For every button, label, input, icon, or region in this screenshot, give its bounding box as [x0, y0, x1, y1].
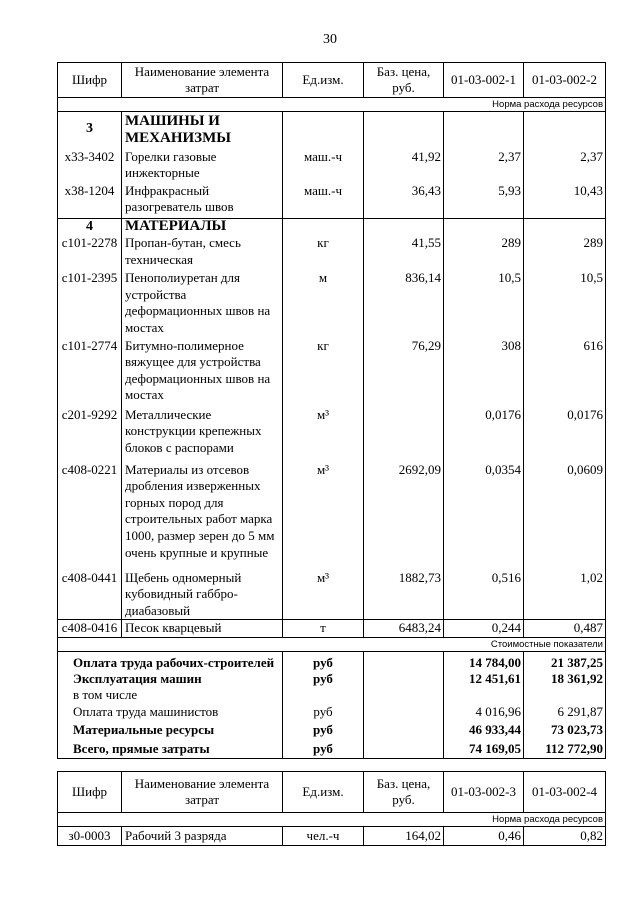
cost-unit: руб: [283, 739, 364, 758]
header-code: Шифр: [58, 63, 122, 98]
empty-cell: [444, 687, 524, 703]
base-price: 36,43: [364, 182, 444, 219]
header-norm-code-b: 01-03-002-2: [524, 63, 606, 98]
resource-table-1: [57, 62, 606, 759]
header-row: [58, 63, 606, 98]
header-norm-code-a: 01-03-002-3: [444, 772, 524, 813]
empty-cell: [364, 703, 444, 721]
resource-code: с408-0221: [58, 461, 122, 569]
cost-row: [58, 651, 606, 671]
resource-code: х38-1204: [58, 182, 122, 219]
header-name: Наименование элемента затрат: [122, 772, 283, 813]
resource-code: с201-9292: [58, 406, 122, 461]
norm-value-b: 10,43: [524, 182, 606, 219]
table-row: [58, 569, 606, 620]
resource-unit: кг: [283, 337, 364, 406]
empty-cell: [524, 219, 606, 235]
cost-row: [58, 739, 606, 758]
cost-label: Оплата труда рабочих-строителей: [58, 651, 283, 671]
resource-name: Песок кварцевый: [122, 620, 283, 638]
base-price: 2692,09: [364, 461, 444, 569]
empty-cell: [364, 651, 444, 671]
base-price: 6483,24: [364, 620, 444, 638]
resource-unit: т: [283, 620, 364, 638]
section-title: МАШИНЫ И МЕХАНИЗМЫ: [122, 112, 283, 148]
resource-code: с101-2774: [58, 337, 122, 406]
section-number: 3: [58, 112, 122, 148]
resource-unit: кг: [283, 234, 364, 269]
resource-unit: м³: [283, 406, 364, 461]
norm-value-a: 10,5: [444, 269, 524, 336]
table-row: [58, 827, 606, 846]
empty-cell: [364, 739, 444, 758]
header-row: [58, 772, 606, 813]
cost-value-b: 21 387,25: [524, 651, 606, 671]
table-row: [58, 269, 606, 336]
resource-name: Рабочий 3 разряда: [122, 827, 283, 846]
norm-value-a: 308: [444, 337, 524, 406]
table-row: [58, 234, 606, 269]
empty-cell: [364, 687, 444, 703]
norm-value-b: 1,02: [524, 569, 606, 620]
header-norm-code-b: 01-03-002-4: [524, 772, 606, 813]
resource-code: с101-2278: [58, 234, 122, 269]
resource-unit: м: [283, 269, 364, 336]
base-price: 41,92: [364, 148, 444, 182]
header-code: Шифр: [58, 772, 122, 813]
table-row: [58, 620, 606, 638]
resource-name: Пенополиуретан для устройства деформационных швов на мостах: [122, 269, 283, 336]
norm-value-a: 0,516: [444, 569, 524, 620]
resource-code: х33-3402: [58, 148, 122, 182]
norm-value-a: 0,0176: [444, 406, 524, 461]
norm-label-row: [58, 98, 606, 112]
header-name: Наименование элемента затрат: [122, 63, 283, 98]
norm-value-b: 289: [524, 234, 606, 269]
section-number: 4: [58, 219, 122, 235]
table-row: [58, 182, 606, 219]
cost-value-b: 112 772,90: [524, 739, 606, 758]
table-row: [58, 148, 606, 182]
empty-cell: [283, 687, 364, 703]
norm-value-a: 0,0354: [444, 461, 524, 569]
resource-name: Инфракрасный разогреватель швов: [122, 182, 283, 219]
cost-row: [58, 703, 606, 721]
empty-cell: [444, 219, 524, 235]
resource-name: Металлические конструкции крепежных блоков с распорами: [122, 406, 283, 461]
norm-value-a: 0,244: [444, 620, 524, 638]
norm-value-a: 289: [444, 234, 524, 269]
norm-value-b: 0,82: [524, 827, 606, 846]
header-norm-code-a: 01-03-002-1: [444, 63, 524, 98]
cost-value-a: 4 016,96: [444, 703, 524, 721]
resource-name: Материалы из отсевов дробления изверженных горных пород для строительных работ марка 1000, размер зерен до 5 мм очень крупные и крупные: [122, 461, 283, 569]
norm-label: Норма расхода ресурсов: [58, 813, 606, 827]
cost-unit: руб: [283, 671, 364, 687]
header-unit: Ед.изм.: [283, 772, 364, 813]
resource-unit: чел.-ч: [283, 827, 364, 846]
empty-cell: [444, 112, 524, 148]
resource-unit: маш.-ч: [283, 182, 364, 219]
cost-row: [58, 721, 606, 739]
cost-label: в том числе: [58, 687, 283, 703]
cost-label: Эксплуатация машин: [58, 671, 283, 687]
norm-value-b: 616: [524, 337, 606, 406]
norm-value-b: 2,37: [524, 148, 606, 182]
page-number: 30: [323, 32, 337, 47]
empty-cell: [364, 721, 444, 739]
table-row: [58, 461, 606, 569]
header-base-price: Баз. цена, руб.: [364, 772, 444, 813]
norm-value-b: 0,487: [524, 620, 606, 638]
header-base-price: Баз. цена, руб.: [364, 63, 444, 98]
base-price: 76,29: [364, 337, 444, 406]
cost-value-b: 73 023,73: [524, 721, 606, 739]
empty-cell: [283, 219, 364, 235]
cost-value-a: 74 169,05: [444, 739, 524, 758]
cost-value-a: 12 451,61: [444, 671, 524, 687]
base-price: 164,02: [364, 827, 444, 846]
resource-code: з0-0003: [58, 827, 122, 846]
norm-value-b: 0,0176: [524, 406, 606, 461]
section-row: [58, 112, 606, 148]
norm-value-b: 10,5: [524, 269, 606, 336]
norm-label-row: [58, 813, 606, 827]
cost-value-b: 18 361,92: [524, 671, 606, 687]
cost-label: Материальные ресурсы: [58, 721, 283, 739]
resource-name: Пропан-бутан, смесь техническая: [122, 234, 283, 269]
cost-label: Оплата труда машинистов: [58, 703, 283, 721]
base-price: 836,14: [364, 269, 444, 336]
empty-cell: [364, 671, 444, 687]
resource-name: Горелки газовые инжекторные: [122, 148, 283, 182]
resource-name: Битумно-полимерное вяжущее для устройства деформационных швов на мостах: [122, 337, 283, 406]
empty-cell: [283, 112, 364, 148]
empty-cell: [364, 112, 444, 148]
cost-value-a: 14 784,00: [444, 651, 524, 671]
table-row: [58, 337, 606, 406]
cost-unit: руб: [283, 651, 364, 671]
resource-name: Щебень одномерный кубовидный габбро- диабазовый: [122, 569, 283, 620]
cost-unit: руб: [283, 721, 364, 739]
cost-label-row: [58, 637, 606, 651]
resource-code: с408-0441: [58, 569, 122, 620]
empty-cell: [364, 219, 444, 235]
resource-code: с408-0416: [58, 620, 122, 638]
cost-label: Всего, прямые затраты: [58, 739, 283, 758]
empty-cell: [524, 112, 606, 148]
resource-unit: маш.-ч: [283, 148, 364, 182]
norm-value-a: 5,93: [444, 182, 524, 219]
cost-unit: руб: [283, 703, 364, 721]
cost-row: [58, 671, 606, 687]
section-title: МАТЕРИАЛЫ: [122, 219, 283, 235]
base-price: 41,55: [364, 234, 444, 269]
cost-value-a: 46 933,44: [444, 721, 524, 739]
base-price: [364, 406, 444, 461]
table-row: [58, 406, 606, 461]
resource-unit: м³: [283, 461, 364, 569]
resource-unit: м³: [283, 569, 364, 620]
empty-cell: [524, 687, 606, 703]
resource-code: с101-2395: [58, 269, 122, 336]
norm-value-a: 0,46: [444, 827, 524, 846]
cost-row: [58, 687, 606, 703]
cost-indicators-label: Стоимостные показатели: [58, 637, 606, 651]
norm-value-a: 2,37: [444, 148, 524, 182]
base-price: 1882,73: [364, 569, 444, 620]
resource-table-2: [57, 771, 606, 846]
norm-label: Норма расхода ресурсов: [58, 98, 606, 112]
cost-value-b: 6 291,87: [524, 703, 606, 721]
header-unit: Ед.изм.: [283, 63, 364, 98]
section-row: [58, 219, 606, 235]
norm-value-b: 0,0609: [524, 461, 606, 569]
